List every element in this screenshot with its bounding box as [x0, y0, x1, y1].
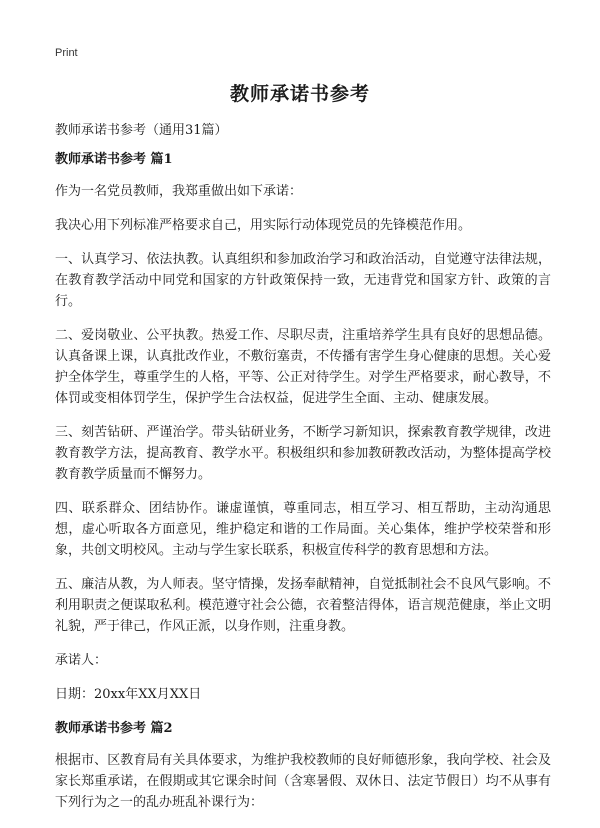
paragraph: 二、爱岗敬业、公平执教。热爱工作、尽职尽责，注重培养学生具有良好的思想品德。认真备课上课，认真批改作业，不敷衍塞责，不传播有害学生身心健康的思想。关心爱护全体学生，尊重学生的人格，平等、公正对待学生。对学生严格要求，耐心教导，不体罚或变相体罚学生，保护学生合法权益，促进学生全面、主动、健康发展。: [55, 328, 551, 406]
paragraph: 我决心用下列标准严格要求自己，用实际行动体现党员的先锋模范作用。: [55, 218, 472, 233]
section-heading-1: 教师承诺书参考 篇1: [55, 152, 173, 167]
paragraph: 一、认真学习、依法执教。认真组织和参加政治学习和政治活动，自觉遵守法律法规，在教育教学活动中同党和国家的方针政策保持一致，无违背党和国家方针、政策的言行。: [55, 252, 551, 309]
date-line: 日期：20xx年XX月XX日: [55, 687, 202, 702]
section-heading-2: 教师承诺书参考 篇2: [55, 721, 173, 736]
page-title: 教师承诺书参考: [229, 83, 370, 105]
signer-label: 承诺人：: [55, 653, 108, 668]
paragraph: 三、刻苦钻研、严谨治学。带头钻研业务，不断学习新知识，探索教育教学规律，改进教育教学方法，提高教育、教学水平。积极组织和参加教研教改活动，为整体提高学校教育教学质量而不懈努力。: [55, 425, 551, 482]
print-label: Print: [55, 47, 78, 59]
document-subtitle: 教师承诺书参考（通用31篇）: [55, 123, 228, 138]
document-body: [55, 120, 551, 826]
paragraph: 作为一名党员教师，我郑重做出如下承诺：: [55, 184, 303, 199]
paragraph: 五、廉洁从教，为人师表。坚守情操，发扬奉献精神，自觉抵制社会不良风气影响。不利用职责之便谋取私利。模范遵守社会公德，衣着整洁得体，语言规范健康，举止文明礼貌，严于律己，作风正派，以身作则，注重身教。: [55, 577, 551, 634]
paragraph: 四、联系群众、团结协作。谦虚谨慎，尊重同志，相互学习、相互帮助，主动沟通思想，虚心听取各方面意见，维护稳定和谐的工作局面。关心集体，维护学校荣誉和形象，共创文明校风。主动与学生家长联系，积极宣传科学的教育思想和方法。: [55, 501, 551, 558]
paragraph: 根据市、区教育局有关具体要求，为维护我校教师的良好师德形象，我向学校、社会及家长郑重承诺，在假期或其它课余时间（含寒暑假、双休日、法定节假日）均不从事有下列行为之一的乱办班乱补课行为：: [55, 753, 551, 810]
